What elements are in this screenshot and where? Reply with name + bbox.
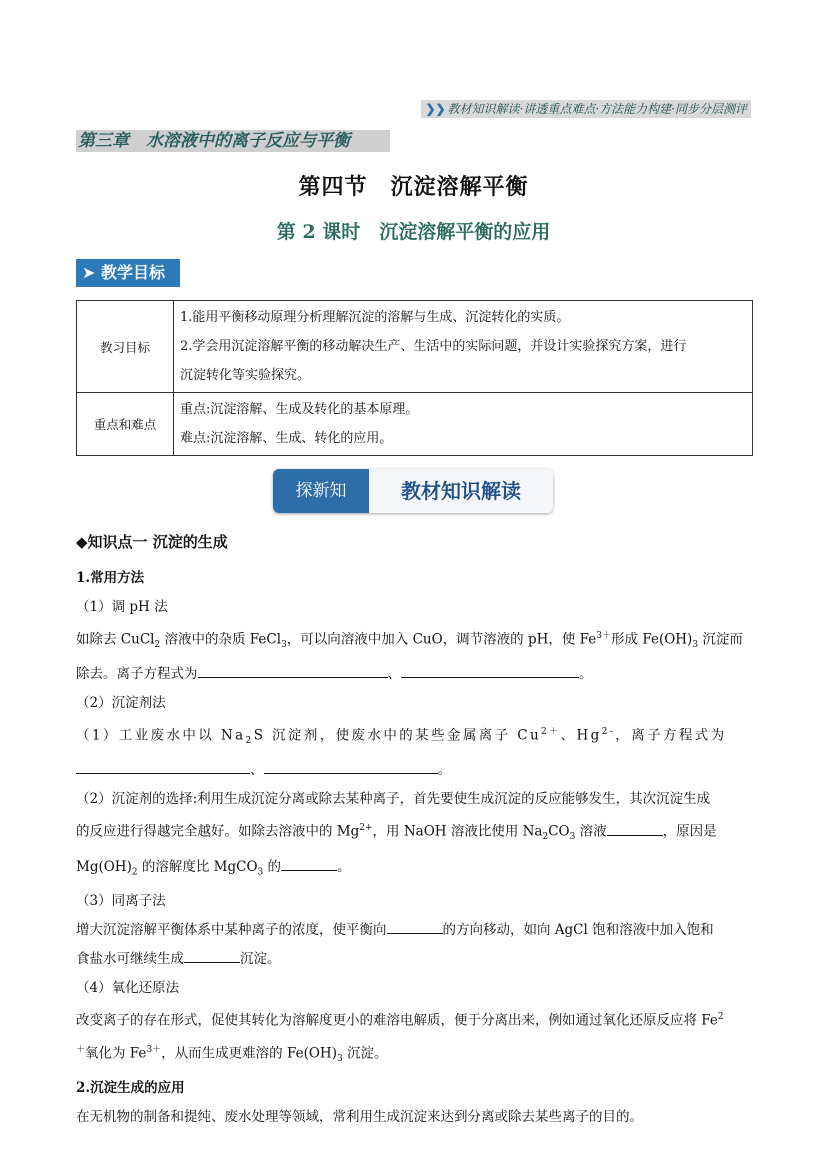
paragraph-line: （2）沉淀剂的选择:利用生成沉淀分离或除去某种离子，首先要使生成沉淀的反应能够发生，其次沉淀生成 — [76, 791, 711, 808]
answer-blank[interactable] — [387, 919, 443, 934]
teaching-goals-label: ➤ 教学目标 — [76, 259, 180, 287]
banner-right: 教材知识解读 — [369, 469, 553, 513]
paragraph-line: 在无机物的制备和提纯、废水处理等领域，常利用生成沉淀来达到分离或除去某些离子的目的。 — [76, 1108, 643, 1125]
knowledge-point-title: ◆知识点一 沉淀的生成 — [76, 533, 228, 551]
answer-blank[interactable] — [76, 759, 250, 774]
goal-line: 1.能用平衡移动原理分析理解沉淀的溶解与生成、沉淀转化的实质。 — [180, 310, 570, 325]
goals-row-content — [174, 393, 753, 456]
header-tagline — [421, 100, 751, 118]
paragraph-line: 增大沉淀溶解平衡体系中某种离子的浓度，使平衡向 的方向移动，如向 AgCl 饱和溶液中加入饱和 — [76, 916, 753, 945]
goals-row-heading: 教习目标 — [77, 301, 174, 393]
answer-blank[interactable] — [198, 663, 388, 678]
table-row — [77, 301, 753, 393]
lesson-title: 第 2 课时 沉淀溶解平衡的应用 — [276, 221, 551, 243]
banner-left: 探新知 — [273, 469, 369, 513]
goals-table — [76, 300, 753, 456]
goal-line: 重点:沉淀溶解、生成及转化的基本原理。 — [180, 402, 419, 417]
content-body — [76, 564, 753, 1132]
goals-row-content — [174, 301, 753, 393]
paragraph-line: 的反应进行得越完全越好。如除去溶液中的 $Mg^{2+}$，用 NaOH 溶液比使用 $Na_2CO_3$ 溶液 ，原因是 — [76, 814, 753, 852]
chapter-title: 第三章 水溶液中的离子反应与平衡 — [76, 130, 390, 152]
paragraph-line: $Mg(OH)_2$ 的溶解度比 MgCO$_3$ 的 。 — [76, 853, 753, 888]
paragraph-line: 改变离子的存在形式，促使其转化为溶解度更小的难溶电解质，便于分离出来，例如通过氧化还原反应将 Fe$^2$ — [76, 1012, 724, 1029]
paragraph-line: 如除去 CuCl$_2$ 溶液中的杂质 FeCl$_3$，可以向溶液中加入 CuO，调节溶液的 pH，使 $Fe^{3+}$形成 $Fe(OH)_3$ 沉淀而 — [76, 631, 743, 651]
paragraph-line: 、 。 — [76, 756, 753, 785]
section-banner — [273, 469, 553, 513]
section-title: 第四节 沉淀溶解平衡 — [298, 175, 529, 200]
answer-blank[interactable] — [281, 856, 337, 871]
subsection-title: 2.沉淀生成的应用 — [76, 1079, 185, 1096]
method-title: （2）沉淀剂法 — [76, 695, 166, 712]
double-chevron-icon: ❯❯ — [425, 102, 446, 116]
arrow-right-icon: ➤ — [82, 263, 101, 282]
answer-blank[interactable] — [401, 663, 579, 678]
goal-line: 2.学会用沉淀溶解平衡的移动解决生产、生活中的实际问题，并设计实验探究方案，进行 — [180, 339, 687, 354]
answer-blank[interactable] — [607, 821, 663, 836]
paragraph-line: ＋氧化为 $Fe^{3+}$，从而生成更难溶的 $Fe(OH)_3$ 沉淀。 — [76, 1044, 388, 1064]
tagline-text: 教材知识解读·讲透重点难点·方法能力构建·同步分层测评 — [447, 102, 747, 116]
subsection-title: 1.常用方法 — [76, 570, 145, 586]
answer-blank[interactable] — [184, 948, 240, 963]
method-title: （3）同离子法 — [76, 893, 166, 910]
paragraph-line: 食盐水可继续生成 沉淀。 — [76, 945, 753, 974]
table-row — [77, 393, 753, 456]
paragraph-line: （1）工业废水中以 $Na_2S$ 沉淀剂，使废水中的某些金属离子 $Cu^{2+}$、$Hg^{2-}$，离子方程式为 — [76, 727, 727, 747]
goals-row-heading: 重点和难点 — [77, 393, 174, 456]
goal-line: 难点:沉淀溶解、生成、转化的应用。 — [180, 431, 393, 446]
answer-blank[interactable] — [264, 759, 438, 774]
goal-line: 沉淀转化等实验探究。 — [180, 368, 311, 383]
method-title: （4）氧化还原法 — [76, 980, 180, 997]
paragraph-line: 除去。离子方程式为 、 。 — [76, 660, 753, 689]
method-title: （1）调 pH 法 — [76, 599, 168, 615]
